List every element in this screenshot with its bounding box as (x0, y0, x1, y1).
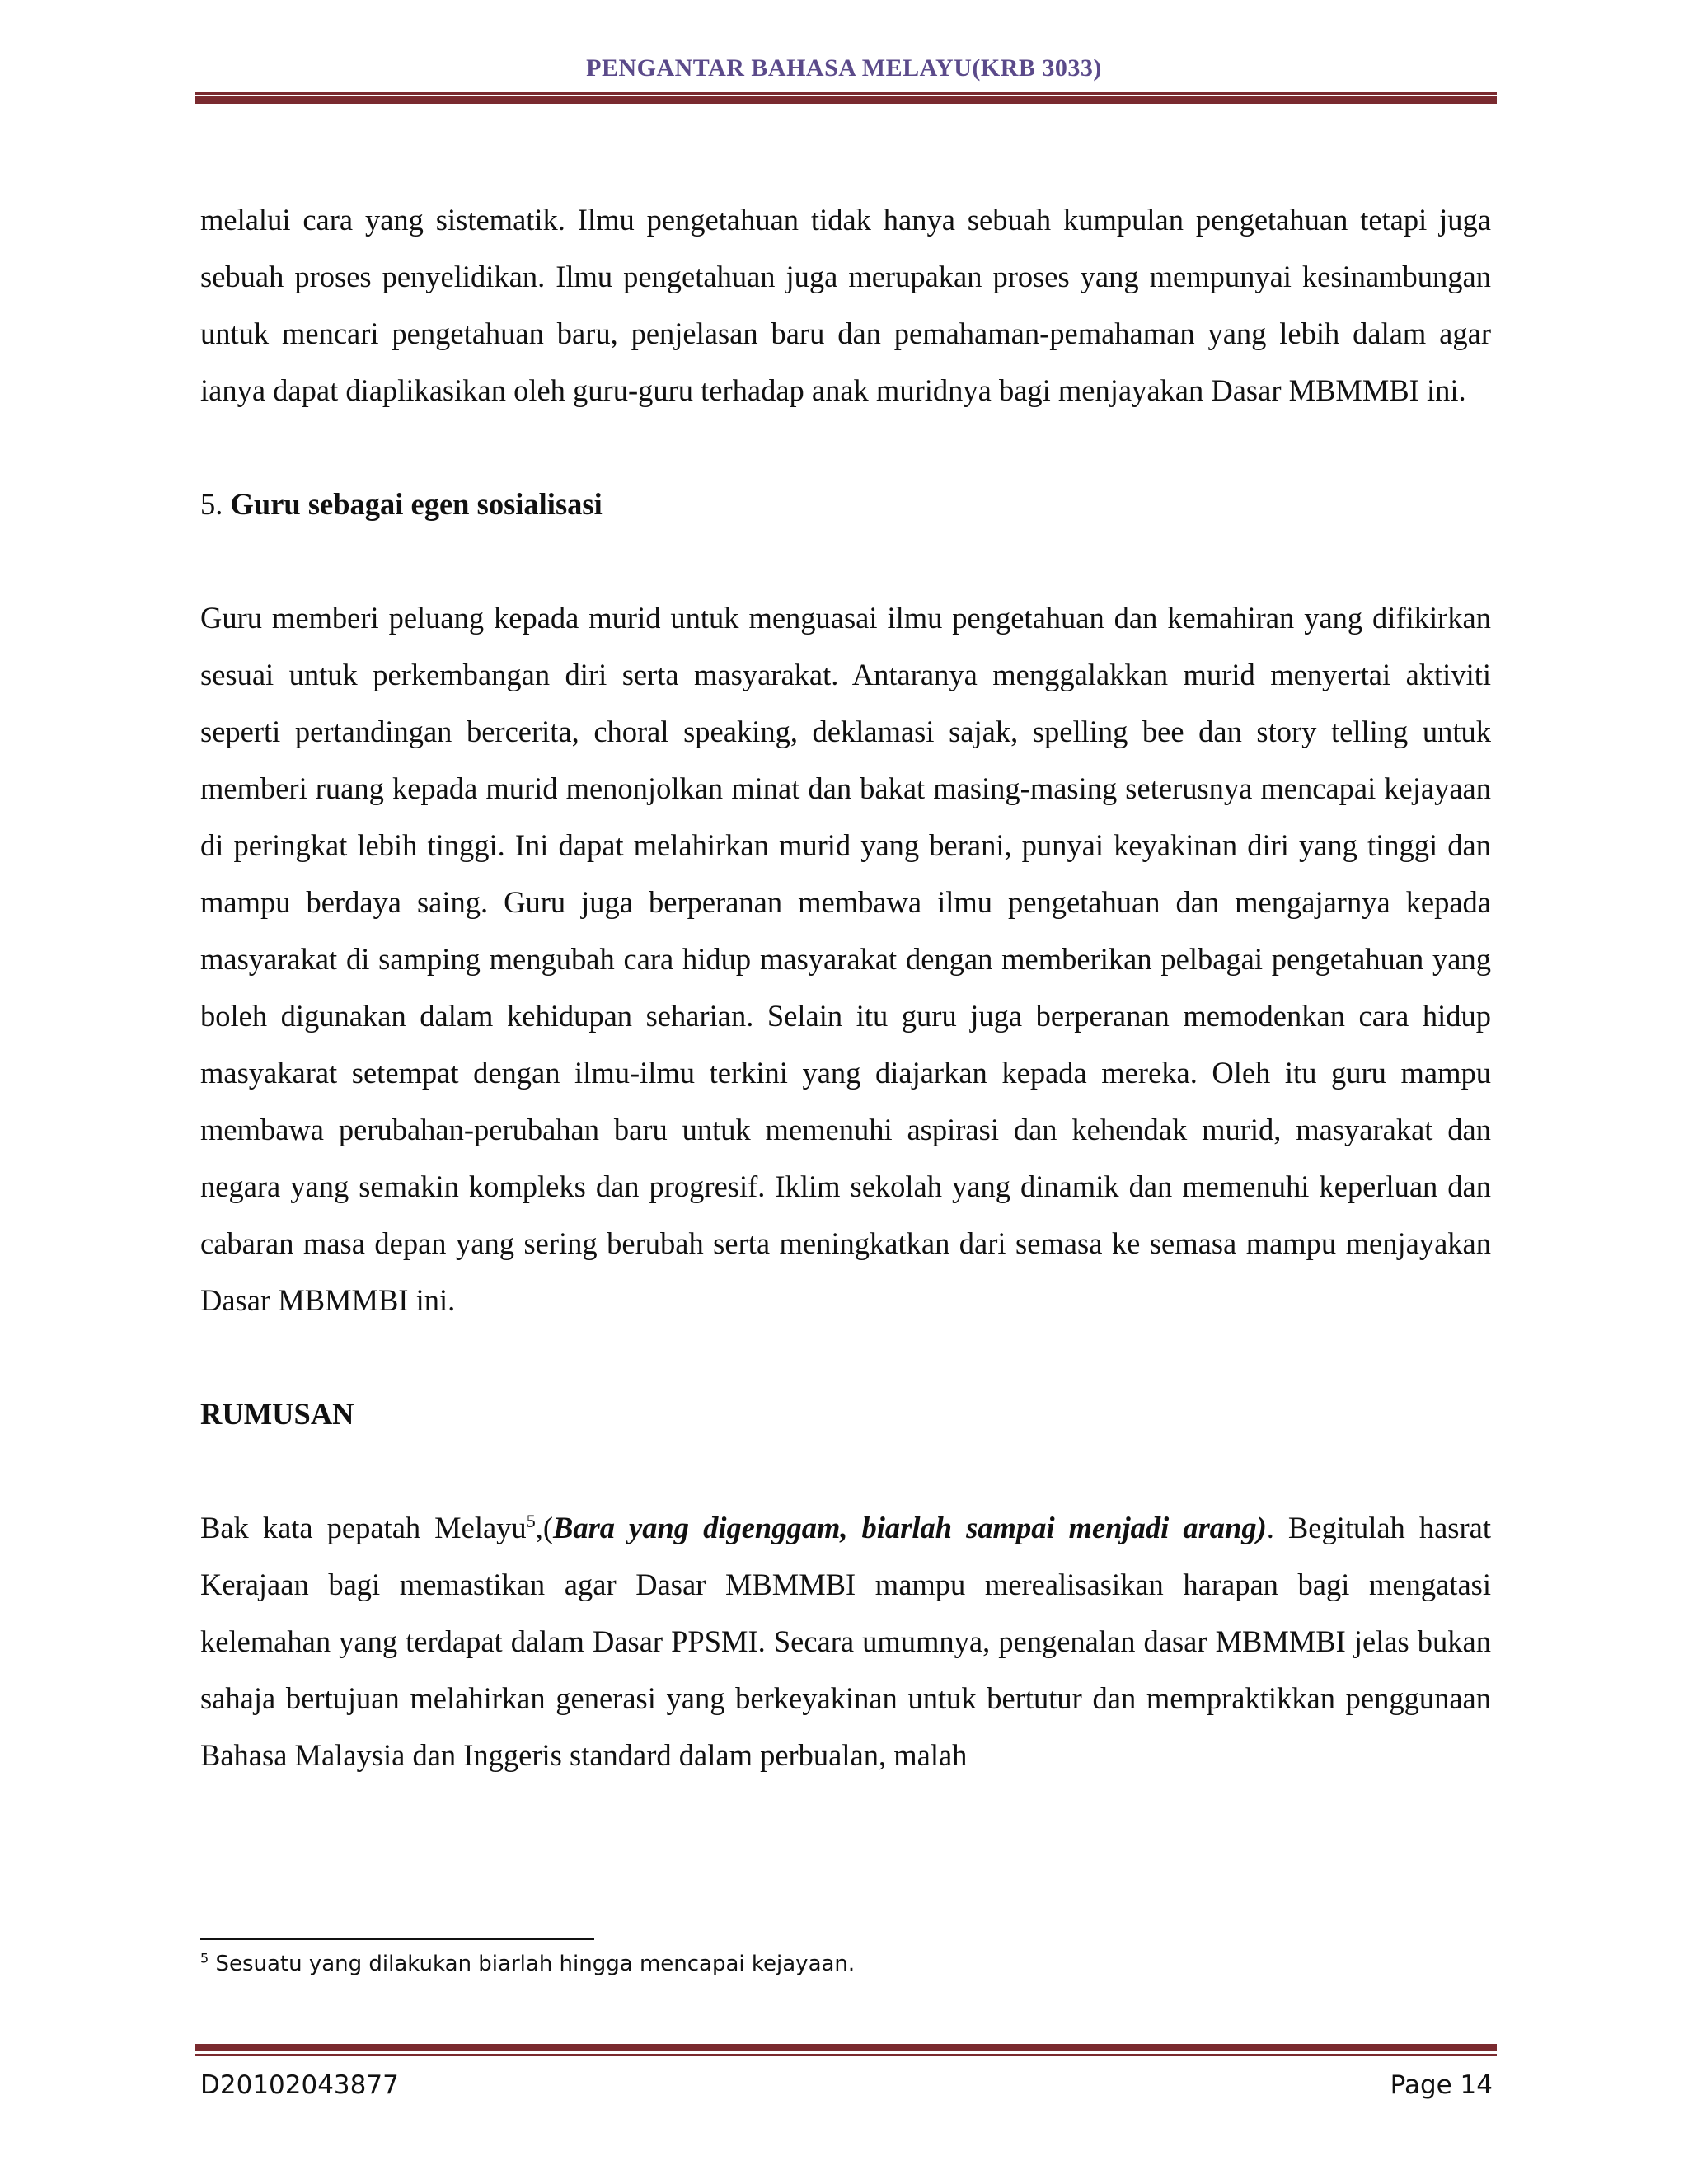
student-id: D20102043877 (200, 2070, 399, 2100)
para3-start: Bak kata pepatah Melayu (200, 1511, 527, 1544)
footer-rule-thin (195, 2054, 1497, 2056)
footnote-reference[interactable]: 5 (526, 1510, 536, 1531)
header-title: PENGANTAR BAHASA MELAYU(KRB 3033) (586, 54, 1102, 82)
paragraph-3 (200, 1499, 1491, 1783)
footnote-number: 5 (200, 1950, 209, 1966)
heading-text: Guru sebagai egen sosialisasi (230, 487, 603, 521)
rumusan-heading: RUMUSAN (200, 1397, 354, 1431)
header-rule-thick (195, 96, 1497, 104)
heading-number: 5. (200, 487, 231, 521)
paragraph-2: Guru memberi peluang kepada murid untuk menguasai ilmu pengetahuan dan kemahiran yang difikirkan sesuai untuk perkembangan diri serta masyarakat. Antaranya menggalakkan murid menyertai aktiviti seperti pertandingan bercerita, choral speaking, deklamasi sajak, spelling bee dan story telling untuk memberi ruang kepada murid menonjolkan minat dan bakat masing-masing seterusnya mencapai kejayaan di peringkat lebih tinggi. Ini dapat melahirkan murid yang berani, punyai keyakinan diri yang tinggi dan mampu berdaya saing. Guru juga berperanan membawa ilmu pengetahuan dan mengajarnya kepada masyarakat di samping mengubah cara hidup masyarakat dengan memberikan pelbagai pengetahuan yang boleh digunakan dalam kehidupan seharian. Selain itu guru juga berperanan memodenkan cara hidup masyakarat setempat dengan ilmu-ilmu terkini yang diajarkan kepada mereka. Oleh itu guru mampu membawa perubahan-perubahan baru untuk memenuhi aspirasi dan kehendak murid, masyarakat dan negara yang semakin kompleks dan progresif. Iklim sekolah yang dinamik dan memenuhi keperluan dan cabaran masa depan yang sering berubah serta meningkatkan dari semasa ke semasa mampu menjayakan Dasar MBMMBI ini. (200, 601, 1491, 1317)
footer-rule-thick (195, 2044, 1497, 2051)
header-rule-thin (195, 92, 1497, 95)
section-heading-5 (200, 476, 1491, 532)
main-content (200, 191, 1491, 1783)
footnote-text: Sesuatu yang dilakukan biarlah hingga mencapai kejayaan. (209, 1952, 856, 1976)
paragraph-1: melalui cara yang sistematik. Ilmu pengetahuan tidak hanya sebuah kumpulan pengetahuan tetapi juga sebuah proses penyelidikan. Ilmu pengetahuan juga merupakan proses yang mempunyai kesinambungan untuk mencari pengetahuan baru, penjelasan baru dan pemahaman-pemahaman yang lebih dalam agar ianya dapat diaplikasikan oleh guru-guru terhadap anak muridnya bagi menjayakan Dasar MBMMBI ini. (200, 203, 1491, 407)
footnote-separator (200, 1938, 594, 1940)
proverb-text: Bara yang digenggam, biarlah sampai menjadi arang) (552, 1511, 1267, 1544)
footnote (200, 1952, 855, 1976)
page-number: Page 14 (1390, 2070, 1493, 2100)
para3-open: ,( (535, 1511, 553, 1544)
para3-rest: . Begitulah hasrat Kerajaan bagi memastikan agar Dasar MBMMBI mampu merealisasikan harapan bagi mengatasi kelemahan yang terdapat dalam Dasar PPSMI. Secara umumnya, pengenalan dasar MBMMBI jelas bukan sahaja bertujuan melahirkan generasi yang berkeyakinan untuk bertutur dan mempraktikkan penggunaan Bahasa Malaysia dan Inggeris standard dalam perbualan, malah (200, 1511, 1491, 1772)
